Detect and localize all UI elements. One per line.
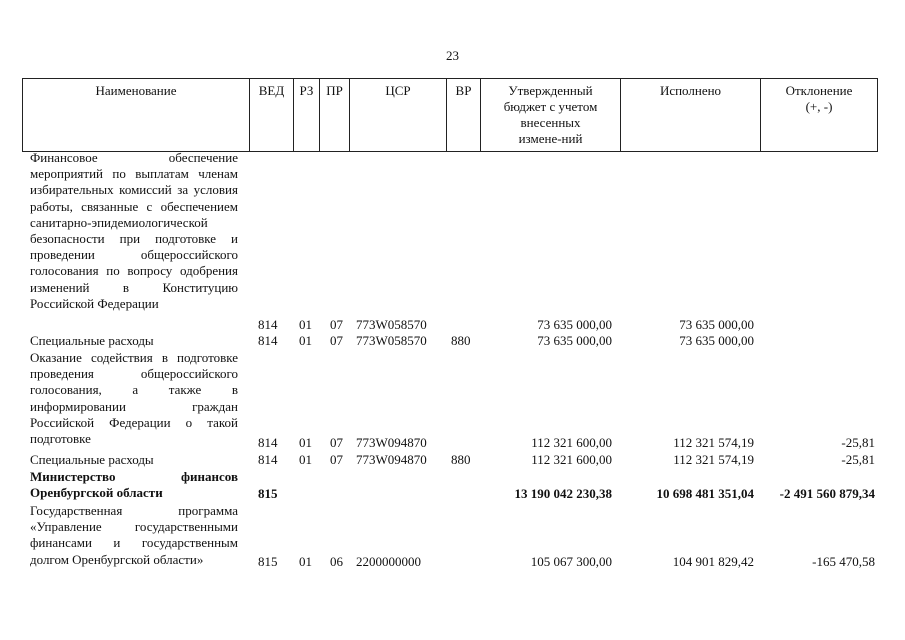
header-executed: Исполнено [620,79,760,151]
row-budget: 112 321 600,00 [531,435,612,450]
row-pr: 06 [330,554,343,569]
row-pr: 07 [330,435,343,450]
row-rz: 01 [299,333,312,348]
row-name: Финансовое обеспечение мероприятий по выплатам членам избирательных комиссий за условия работы, связанные с обеспечением санитарно-эпидемиологической безопасности при подготовке и проведении общероссийского голосования по вопросу одобрения изменений в Конституцию Российской Федерации [30,150,238,311]
row-pr: 07 [330,333,343,348]
row-ved: 814 [258,317,278,332]
row-pr: 07 [330,317,343,332]
row-ved: 815 [258,486,278,501]
row-ved: 814 [258,333,278,348]
row-deviation: -165 470,58 [812,554,875,569]
row-rz: 01 [299,435,312,450]
page-number: 23 [446,48,459,63]
row-name: Министерство финансов Оренбургской области [30,469,238,501]
header-csr: ЦСР [349,79,446,151]
header-ved: ВЕД [249,79,293,151]
header-deviation: Отклонение (+, -) [760,79,878,151]
row-csr: 773W058570 [356,333,427,348]
row-rz: 01 [299,317,312,332]
row-vr: 880 [451,333,471,348]
header-pr: ПР [319,79,349,151]
row-name: Специальные расходы [30,333,154,348]
row-vr: 880 [451,452,471,467]
row-ved: 814 [258,435,278,450]
row-csr: 773W094870 [356,435,427,450]
row-ved: 814 [258,452,278,467]
header-budget: Утвержденный бюджет с учетом внесенных измене-ний [480,79,620,151]
header-vr: ВР [446,79,480,151]
row-executed: 112 321 574,19 [673,435,754,450]
row-name: Специальные расходы [30,452,154,467]
header-rz: РЗ [293,79,319,151]
row-executed: 10 698 481 351,04 [656,486,754,501]
row-executed: 73 635 000,00 [679,333,754,348]
row-rz: 01 [299,452,312,467]
row-budget: 73 635 000,00 [537,333,612,348]
row-budget: 105 067 300,00 [530,554,612,569]
row-executed: 73 635 000,00 [679,317,754,332]
row-pr: 07 [330,452,343,467]
row-name: Оказание содействия в подготовке проведения общероссийского голосования, а также в информировании граждан Российской Федерации о такой подготовке [30,350,238,447]
row-deviation: -25,81 [841,435,875,450]
row-csr: 2200000000 [356,554,421,569]
row-budget: 13 190 042 230,38 [514,486,612,501]
table-header [22,78,878,152]
row-csr: 773W094870 [356,452,427,467]
row-ved: 815 [258,554,278,569]
row-deviation: -25,81 [841,452,875,467]
row-deviation: -2 491 560 879,34 [779,486,875,501]
row-executed: 104 901 829,42 [672,554,754,569]
row-budget: 73 635 000,00 [537,317,612,332]
row-executed: 112 321 574,19 [673,452,754,467]
row-rz: 01 [299,554,312,569]
row-csr: 773W058570 [356,317,427,332]
row-budget: 112 321 600,00 [531,452,612,467]
row-name: Государственная программа «Управление государственными финансами и государственным долгом Оренбургской области» [30,503,238,567]
header-name: Наименование [22,79,249,151]
